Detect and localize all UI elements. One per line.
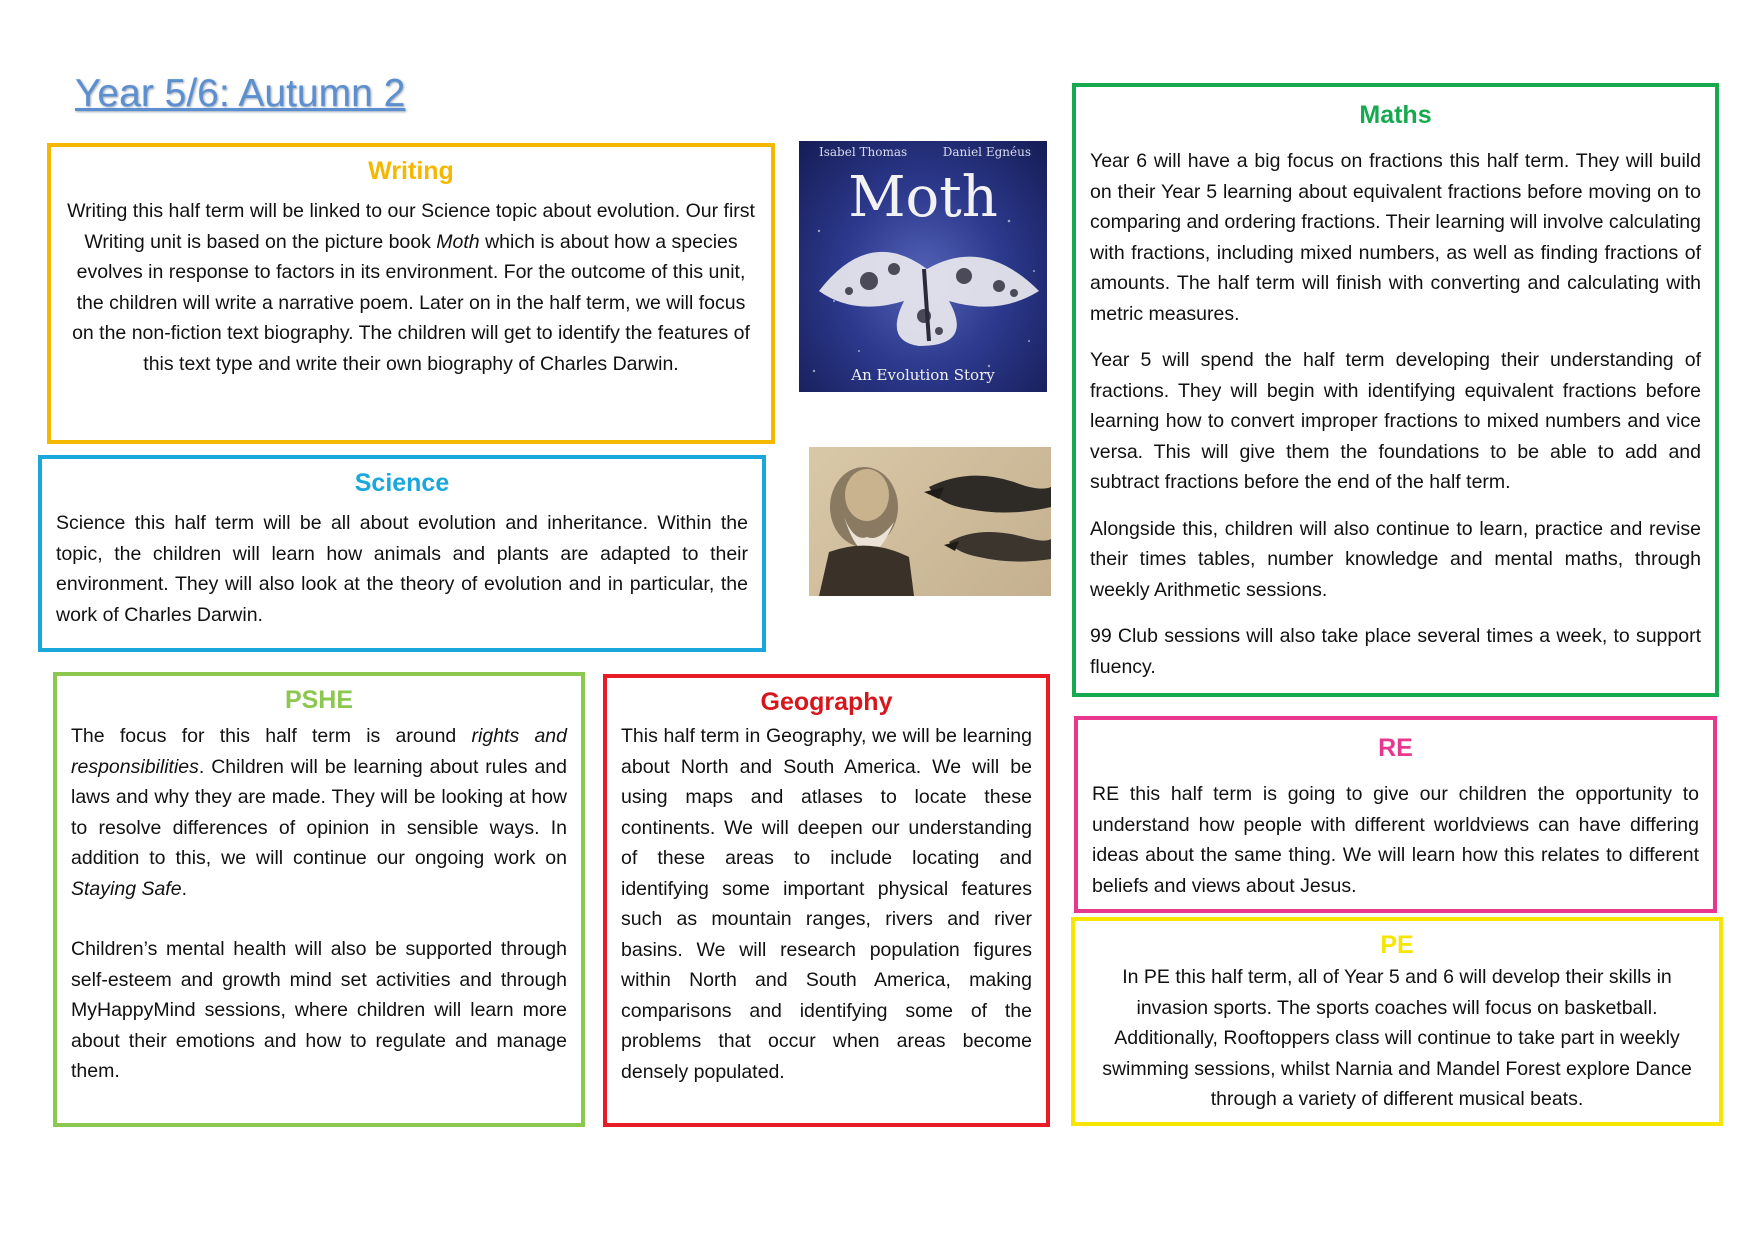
pshe-italic-staying-safe: Staying Safe [71, 877, 182, 900]
maths-section [1072, 83, 1719, 697]
pshe-section [53, 672, 585, 1127]
darwin-illustration [809, 447, 1051, 596]
moth-cover-subtitle: An Evolution Story [851, 366, 995, 384]
geography-text: This half term in Geography, we will be learning about North and South America. We will be using maps and atlases to locate these continents. We will deepen our understanding of these areas to include locating and identifying some important physical features such as mountain ranges, rivers and river basins. We will research population figures within North and South America, making comparisons and identifying some of the problems that occur when areas become densely populated. [621, 725, 1032, 1083]
maths-heading: Maths [1359, 101, 1432, 129]
writing-heading: Writing [368, 157, 454, 185]
pshe-heading: PSHE [284, 686, 354, 714]
re-heading: RE [1378, 734, 1413, 762]
writing-section [47, 143, 775, 444]
maths-paragraph-4: 99 Club sessions will also take place several times a week, to support fluency. [1090, 625, 1701, 678]
pe-text: In PE this half term, all of Year 5 and 6 will develop their skills in invasion sports. The sports coaches will focus on basketball. Additionally, Rooftoppers class will continue to take part in weekly swimming sessions, whilst Narnia and Mandel Forest explore Dance through a variety of different musical beats. [1102, 966, 1692, 1110]
darwin-finches-image [809, 447, 1051, 596]
geography-heading: Geography [760, 688, 893, 716]
maths-paragraph-3: Alongside this, children will also continue to learn, practice and revise their times tables, number knowledge and mental maths, through weekly Arithmetic sessions. [1090, 517, 1701, 601]
writing-book-title: Moth [436, 230, 480, 253]
moth-author-1: Isabel Thomas [819, 145, 908, 159]
geography-section [603, 674, 1050, 1127]
moth-cover-title: Moth [848, 165, 998, 230]
pe-heading: PE [1380, 931, 1414, 959]
writing-text: Writing this half term will be linked to our Science topic about evolution. Our first Writing unit is based on the picture book Moth which is about how a species evolves in response to factors in its environment. For the outcome of this unit, the children will write a narrative poem. Later on in the half term, we will focus on the non-fiction text biography. The children will get to identify the features of this text type and write their own biography of Charles Darwin. [67, 200, 755, 375]
pshe-paragraph-2: Children’s mental health will also be supported through self-esteem and growth mind set activities and through MyHappyMind sessions, where children will learn more about their emotions and how to regulate and manage them. [71, 938, 567, 1082]
pshe-paragraph-1: The focus for this half term is around rights and responsibilities. Children will be learning about rules and laws and why they are made. They will be looking at how to resolve differences of opinion in sensible ways. In addition to this, we will continue our ongoing work on Staying Safe. [71, 725, 567, 900]
re-section [1074, 716, 1717, 913]
maths-paragraph-2: Year 5 will spend the half term developing their understanding of fractions. They will begin with identifying equivalent fractions before learning how to convert improper fractions to mixed numbers and vice versa. This will give them the foundations to be able to add and subtract fractions before the end of the half term. [1090, 349, 1701, 493]
pshe-italic-rights: rights and responsibilities [71, 725, 567, 778]
page-title: Year 5/6: Autumn 2 [75, 72, 406, 115]
moth-author-2: Daniel Egnéus [942, 145, 1031, 159]
moth-book-cover-image [799, 141, 1047, 392]
science-text: Science this half term will be all about evolution and inheritance. Within the topic, the children will learn how animals and plants are adapted to their environment. They will also look at the theory of evolution and in particular, the work of Charles Darwin. [56, 512, 748, 626]
pe-section [1071, 917, 1723, 1126]
re-text: RE this half term is going to give our children the opportunity to understand how people with different worldviews can have differing ideas about the same thing. We will learn how this relates to different beliefs and views about Jesus. [1092, 783, 1699, 897]
science-section [38, 455, 766, 652]
maths-paragraph-1: Year 6 will have a big focus on fractions this half term. They will build on their Year 5 learning about equivalent fractions before moving on to comparing and ordering fractions. Their learning will involve calculating with fractions, including mixed numbers, as well as finding fractions of amounts. The half term will finish with converting and calculating with metric measures. [1090, 150, 1701, 325]
science-heading: Science [354, 469, 450, 497]
